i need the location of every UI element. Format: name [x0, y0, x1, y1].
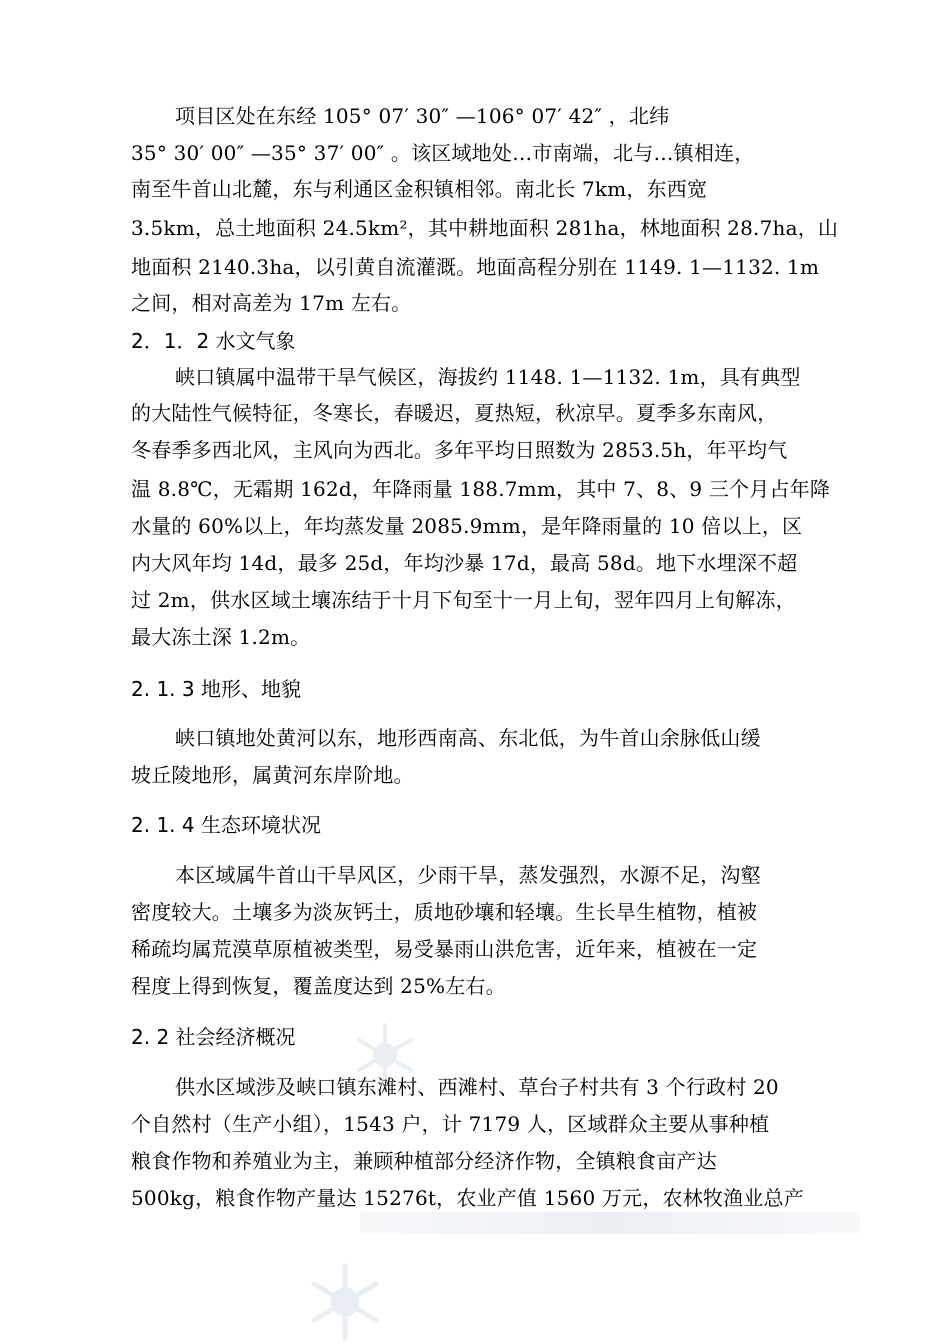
hydrology-line-1: 峡口镇属中温带干旱气候区，海拔约 1148. 1—1132. 1m，具有典型	[175, 365, 801, 389]
snowflake-watermark-icon	[305, 1262, 385, 1342]
intro-line-6: 之间，相对高差为 17m 左右。	[131, 291, 412, 315]
intro-line-4: 3.5km，总土地面积 24.5km²，其中耕地面积 281ha，林地面积 28.7ha，山	[131, 216, 839, 240]
hydrology-line-2: 的大陆性气候特征，冬寒长，春暖迟，夏热短，秋凉早。夏季多东南风，	[131, 401, 778, 425]
ecology-line-2: 密度较大。土壤多为淡灰钙土，质地砂壤和轻壤。生长旱生植物，植被	[131, 900, 758, 924]
hydrology-line-8: 最大冻土深 1.2m。	[131, 625, 311, 649]
hydrology-line-3: 冬春季多西北风，主风向为西北。多年平均日照数为 2853.5h，年平均气	[131, 438, 788, 462]
hydrology-line-5: 水量的 60%以上，年均蒸发量 2085.9mm，是年降雨量的 10 倍以上，区	[131, 514, 803, 538]
intro-line-5: 地面积 2140.3ha，以引黄自流灌溉。地面高程分别在 1149. 1—1132. 1m	[131, 255, 820, 279]
section-heading-hydrology: 2．1．2 水文气象	[131, 329, 296, 353]
ecology-line-1: 本区域属牛首山干旱风区，少雨干旱，蒸发强烈，水源不足，沟壑	[175, 863, 761, 887]
socioeconomic-line-1: 供水区域涉及峡口镇东滩村、西滩村、草台子村共有 3 个行政村 20	[175, 1075, 779, 1099]
hydrology-line-4: 温 8.8℃，无霜期 162d，年降雨量 188.7mm，其中 7、8、9 三个月占年降	[131, 477, 831, 501]
terrain-line-1: 峡口镇地处黄河以东，地形西南高、东北低，为牛首山余脉低山缓	[175, 726, 761, 750]
socioeconomic-line-4: 500kg，粮食作物产量达 15276t，农业产值 1560 万元，农林牧渔业总产	[131, 1186, 804, 1210]
ecology-line-4: 程度上得到恢复，覆盖度达到 25%左右。	[131, 974, 506, 998]
hydrology-line-6: 内大风年均 14d，最多 25d，年均沙暴 17d，最高 58d。地下水埋深不超	[131, 551, 798, 575]
terrain-line-2: 坡丘陵地形，属黄河东岸阶地。	[131, 763, 414, 787]
socioeconomic-line-2: 个自然村（生产小组），1543 户，计 7179 人，区域群众主要从事种植	[131, 1112, 770, 1136]
hydrology-line-7: 过 2m，供水区域土壤冻结于十月下旬至十一月上旬，翌年四月上旬解冻，	[131, 588, 796, 612]
section-heading-ecology: 2. 1. 4 生态环境状况	[131, 813, 321, 837]
intro-line-2: 35° 30′ 00″ —35° 37′ 00″ 。该区域地处…市南端，北与…镇相连，	[131, 141, 755, 165]
watermark-text-band	[360, 1212, 860, 1234]
snowflake-watermark-icon	[350, 1020, 420, 1090]
socioeconomic-line-3: 粮食作物和养殖业为主，兼顾种植部分经济作物，全镇粮食亩产达	[131, 1149, 717, 1173]
section-heading-terrain: 2. 1. 3 地形、地貌	[131, 677, 301, 701]
intro-line-3: 南至牛首山北麓，东与利通区金积镇相邻。南北长 7km，东西宽	[131, 177, 708, 201]
intro-line-1: 项目区处在东经 105° 07′ 30″ —106° 07′ 42″ ，北纬	[175, 104, 670, 128]
section-heading-socioeconomic: 2. 2 社会经济概况	[131, 1025, 296, 1049]
ecology-line-3: 稀疏均属荒漠草原植被类型，易受暴雨山洪危害，近年来，植被在一定	[131, 937, 758, 961]
